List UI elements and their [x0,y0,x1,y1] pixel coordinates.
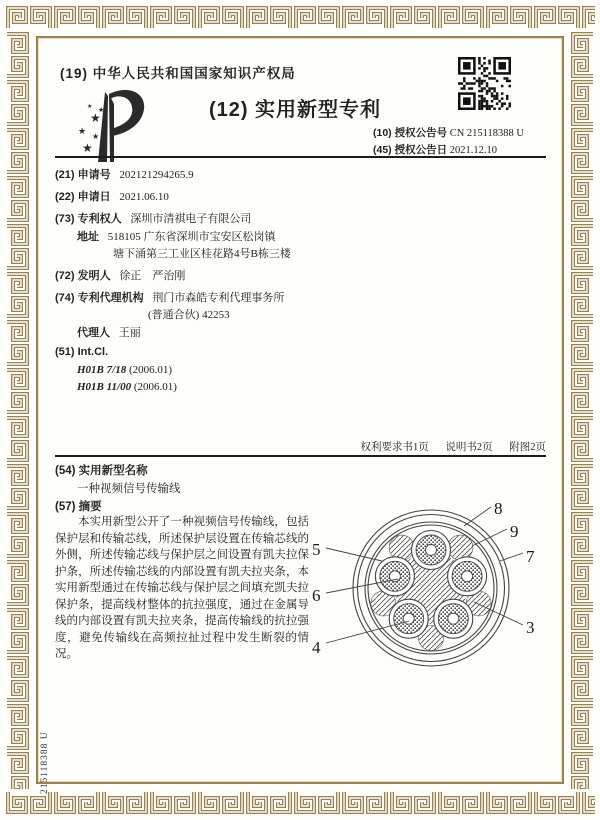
application-number-value: 202121294265.9 [119,169,194,181]
title-section-label: (54) 实用新型名称 [55,465,148,477]
application-number-label: (21) 申请号 [55,169,111,181]
border-meander-top [5,5,595,31]
agent-row [77,324,141,340]
svg-text:★: ★ [78,126,87,136]
pages-figs: 附图2页 [509,442,546,453]
intcl-code-1: H01B 7/18 [77,364,127,376]
publication-number-label: (10) 授权公告号 [373,127,448,139]
figure-label-3: 3 [526,618,535,637]
document-type-title: (12) 实用新型专利 [208,99,382,121]
invention-title: 一种视频信号传输线 [77,483,181,495]
figure-cable-cross-section [306,483,556,688]
address-row [77,228,276,244]
intcl-code-2: H01B 11/00 [77,381,132,393]
abstract-text: 本实用新型公开了一种视频信号传输线，包括保护层和传输芯线，所述保护层设置在传输芯线的外侧，所述传输芯线与保护层之间设置有凯夫拉保护条，所述传输芯线的内部设置有凯夫拉夹条，本实用新型通过在传输芯线与保护层之间填充凯夫拉保护条，提高线材整体的抗拉强度，通过在金属导线的内部设置有凯夫拉夹条，提高传输线的抗拉强度，避免传输线在高频拉扯过程中发生断裂的情况。 [55,516,309,660]
agent-value: 王丽 [118,327,141,339]
figure-label-8: 8 [494,499,503,518]
intcl-ver-1: (2006.01) [128,364,173,376]
intcl-entry-2 [77,381,177,393]
office-name: (19) 中华人民共和国国家知识产权局 [60,66,296,81]
patentee-label: (73) 专利权人 [55,213,122,225]
intcl-entry-1 [77,364,172,376]
agency-name: 荆门市森皓专利代理事务所 [152,292,285,304]
abstract-section-label: (57) 摘要 [55,501,102,513]
inventors-value: 徐正 严治刚 [119,270,186,282]
body-divider-rule [55,455,546,457]
pages-spec: 说明书2页 [445,442,493,453]
qr-code-icon [458,57,511,115]
intcl-label: (51) Int.Cl. [55,346,109,358]
address-label: 地址 [77,231,99,243]
patentee-row [55,210,251,226]
address-line1: 518105 广东省深圳市宝安区松岗镇 [107,231,276,243]
svg-text:★: ★ [90,111,101,125]
application-number-row [55,166,194,182]
agency-row [55,289,284,305]
intcl-ver-2: (2006.01) [133,381,177,393]
inventors-row [55,267,185,283]
figure-label-7: 7 [526,547,535,566]
publication-date-line [373,142,549,157]
figure-label-6: 6 [312,586,321,605]
publication-number-line [373,125,549,140]
border-meander-right [569,31,595,789]
address-line2: 塘下涌第三工业区桂花路4号B栋三楼 [113,248,291,260]
agency-line2: (普通合伙) 42253 [148,309,230,321]
sidebar-publication-number: 215118388 U [40,731,50,794]
publication-number-value: CN 215118388 U [449,128,524,139]
inventors-label: (72) 发明人 [55,270,111,282]
svg-text:★: ★ [98,106,105,114]
application-date-row [55,188,169,204]
publication-date-value: 2021.12.10 [449,145,497,156]
application-date-value: 2021.06.10 [119,191,169,203]
publication-date-label: (45) 授权公告日 [373,144,448,156]
figure-label-9: 9 [510,522,519,541]
address-row-2 [113,245,291,261]
border-meander-left [5,31,31,789]
figure-label-5: 5 [312,540,321,559]
cnipa-logo-icon [62,86,160,171]
pages-claims: 权利要求书1页 [360,442,429,453]
header-divider-rule [55,156,546,158]
agency-label: (74) 专利代理机构 [55,292,144,304]
application-date-label: (22) 申请日 [55,191,111,203]
patentee-value: 深圳市清祺电子有限公司 [130,213,252,225]
intcl-row [55,346,114,358]
agency-row-2 [148,306,230,322]
svg-text:★: ★ [87,104,93,110]
agent-label: 代理人 [77,327,110,339]
figure-label-4: 4 [312,638,321,657]
border-meander-bottom [5,789,595,815]
svg-text:★: ★ [92,132,100,141]
svg-text:★: ★ [82,141,93,155]
pages-info [240,439,546,454]
